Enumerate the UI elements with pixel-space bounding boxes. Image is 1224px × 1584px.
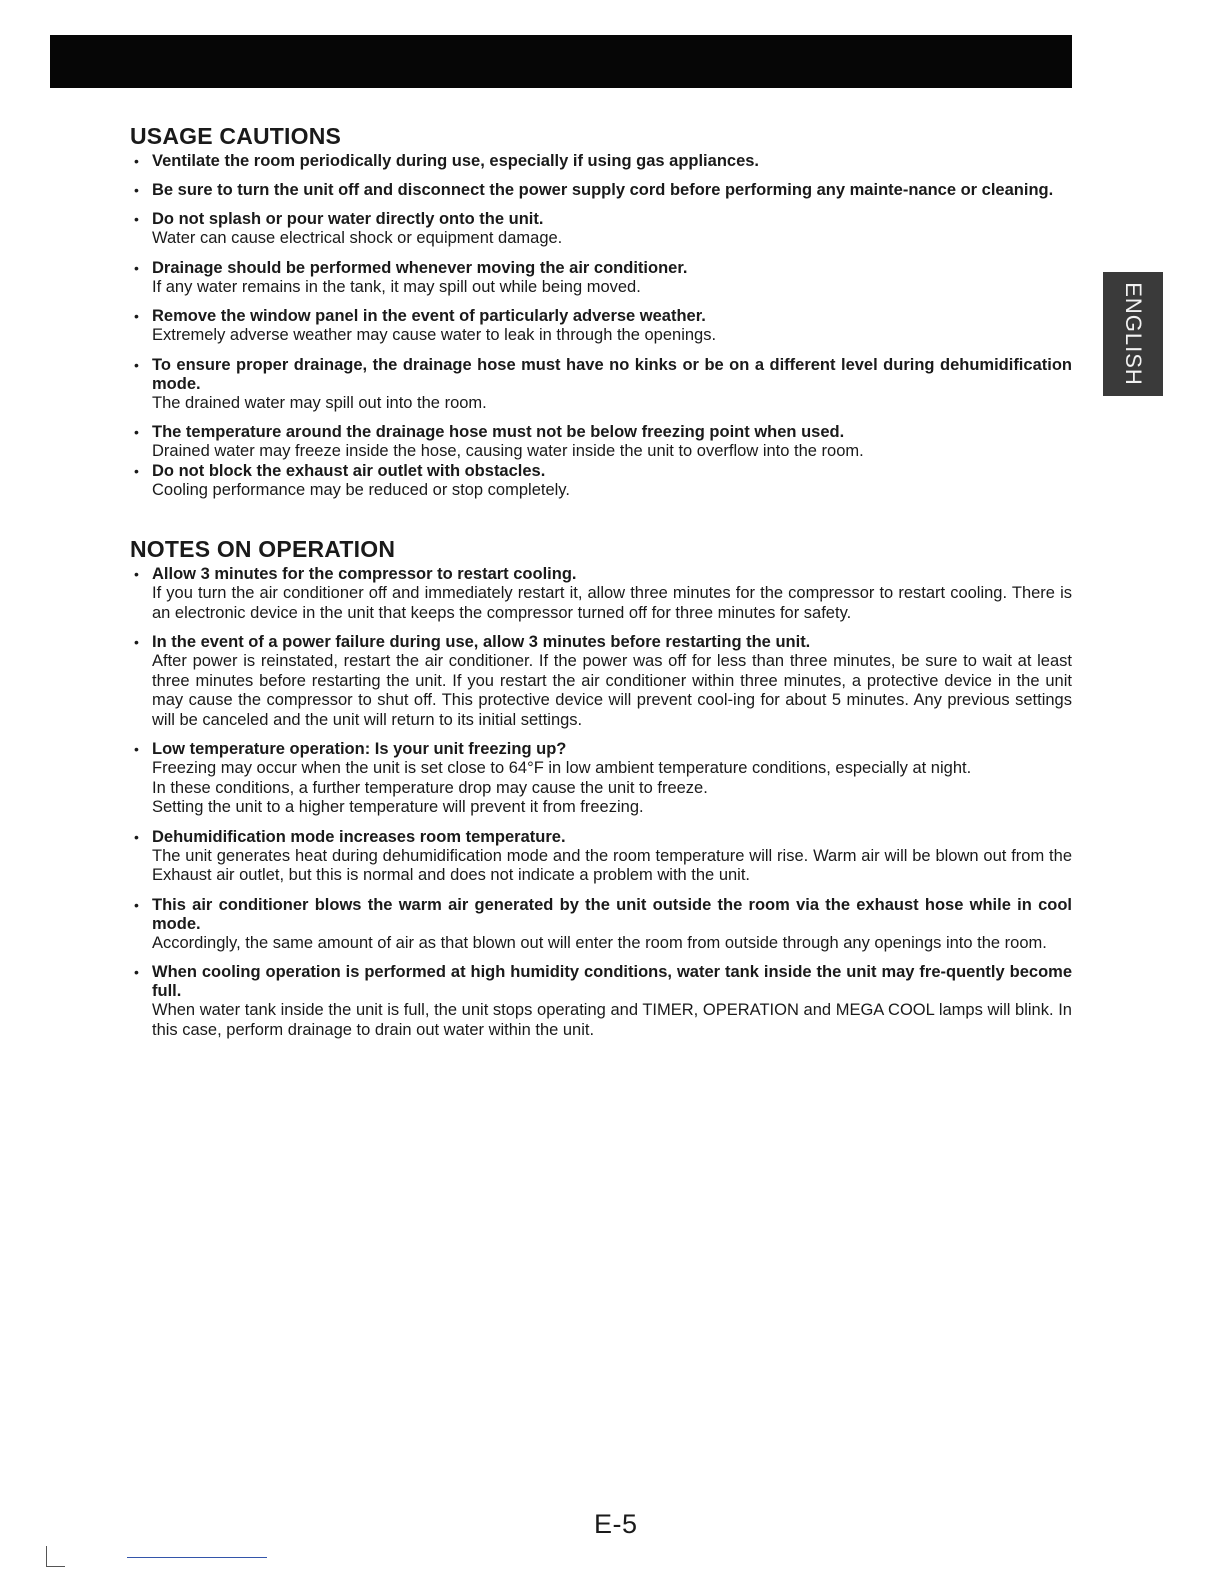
item-body: If you turn the air conditioner off and immediately restart it, allow three minutes for the compressor to restart cooling. There is an electronic device in the unit that keeps the compressor turned off for three minutes for safety. bbox=[152, 584, 1072, 622]
item-heading: This air conditioner blows the warm air generated by the unit outside the room via the exhaust hose while in cool mode. bbox=[152, 895, 1072, 933]
item-body: Cooling performance may be reduced or stop completely. bbox=[152, 480, 570, 499]
item-heading: In the event of a power failure during use, allow 3 minutes before restarting the unit. bbox=[152, 633, 811, 651]
item-heading: Be sure to turn the unit off and disconnect the power supply cord before performing any mainte-nance or cleaning. bbox=[152, 181, 1054, 199]
notes-on-operation-title: NOTES ON OPERATION bbox=[130, 536, 396, 562]
bullet-icon: • bbox=[134, 211, 139, 227]
item-body: Extremely adverse weather may cause water to leak in through the openings. bbox=[152, 326, 717, 344]
list-item bbox=[130, 565, 1072, 623]
language-tab bbox=[1103, 272, 1163, 396]
item-body: When water tank inside the unit is full, the unit stops operating and TIMER, OPERATION and MEGA COOL lamps will blink. In this case, perform drainage to drain out water within the unit. bbox=[152, 1001, 1072, 1039]
item-heading: When cooling operation is performed at high humidity conditions, water tank inside the unit may fre-quently become full. bbox=[152, 963, 1072, 1000]
bullet-icon: • bbox=[134, 828, 139, 845]
bullet-icon: • bbox=[134, 741, 139, 757]
list-item bbox=[130, 210, 1072, 249]
list-item bbox=[130, 259, 1072, 298]
item-body: If any water remains in the tank, it may spill out while being moved. bbox=[152, 277, 641, 296]
bullet-icon: • bbox=[134, 634, 139, 650]
bullet-icon: • bbox=[134, 964, 139, 980]
list-item bbox=[130, 356, 1072, 414]
item-body: The unit generates heat during dehumidification mode and the room temperature will rise. Warm air will be blown out from the Exhaust air outlet, but this is normal and does not indicate a problem with the unit. bbox=[152, 846, 1072, 884]
item-body: After power is reinstated, restart the air conditioner. If the power was off for less than three minutes, be sure to wait at least three minutes before restarting the unit. If you restart the air conditioner within three minutes, a protective device in the unit may cause the compressor to shut off. This protective device will prevent cool-ing for about 5 minutes. Any previous settings will be canceled and the unit will return to its initial settings. bbox=[152, 652, 1072, 729]
usage-cautions-list bbox=[130, 152, 1072, 500]
list-item bbox=[130, 423, 1072, 462]
item-body: Water can cause electrical shock or equipment damage. bbox=[152, 229, 563, 247]
item-heading: Do not splash or pour water directly onto the unit. bbox=[152, 210, 544, 228]
item-body: Setting the unit to a higher temperature will prevent it from freezing. bbox=[152, 798, 644, 816]
crop-mark bbox=[46, 1546, 65, 1567]
item-heading: To ensure proper drainage, the drainage hose must have no kinks or be on a different level during dehumidification mode. bbox=[152, 355, 1072, 393]
bullet-icon: • bbox=[134, 356, 139, 373]
item-body: Accordingly, the same amount of air as that blown out will enter the room from outside through any openings into the room. bbox=[152, 933, 1047, 952]
page-content bbox=[130, 122, 1072, 1040]
usage-cautions-section bbox=[130, 122, 1072, 500]
bullet-icon: • bbox=[134, 182, 139, 198]
bullet-icon: • bbox=[134, 308, 139, 324]
item-body: Drained water may freeze inside the hose, causing water inside the unit to overflow into the room. bbox=[152, 442, 864, 460]
item-heading: Dehumidification mode increases room temperature. bbox=[152, 827, 566, 846]
list-item bbox=[130, 181, 1072, 200]
bullet-icon: • bbox=[134, 259, 139, 276]
item-heading: Ventilate the room periodically during use, especially if using gas appliances. bbox=[152, 152, 760, 170]
item-heading: The temperature around the drainage hose must not be below freezing point when used. bbox=[152, 423, 845, 441]
list-item bbox=[130, 896, 1072, 954]
bullet-icon: • bbox=[134, 566, 139, 582]
item-heading: Low temperature operation: Is your unit freezing up? bbox=[152, 740, 567, 758]
item-heading: Do not block the exhaust air outlet with obstacles. bbox=[152, 461, 546, 480]
list-item bbox=[130, 828, 1072, 886]
list-item bbox=[130, 152, 1072, 171]
page-number: E-5 bbox=[594, 1509, 638, 1539]
list-item bbox=[130, 307, 1072, 346]
notes-on-operation-section bbox=[130, 535, 1072, 1040]
list-item bbox=[130, 633, 1072, 730]
item-body: In these conditions, a further temperature drop may cause the unit to freeze. bbox=[152, 778, 708, 797]
bullet-icon: • bbox=[134, 153, 139, 169]
footer-rule bbox=[127, 1557, 267, 1558]
usage-cautions-title: USAGE CAUTIONS bbox=[130, 123, 342, 149]
header-bar bbox=[50, 35, 1072, 88]
list-item bbox=[130, 963, 1072, 1040]
bullet-icon: • bbox=[134, 462, 139, 479]
item-heading: Allow 3 minutes for the compressor to restart cooling. bbox=[152, 565, 577, 583]
item-body: Freezing may occur when the unit is set close to 64°F in low ambient temperature conditions, especially at night. bbox=[152, 759, 972, 777]
item-body: The drained water may spill out into the room. bbox=[152, 393, 487, 412]
bullet-icon: • bbox=[134, 424, 139, 440]
list-item bbox=[130, 462, 1072, 501]
item-heading: Drainage should be performed whenever moving the air conditioner. bbox=[152, 258, 688, 277]
notes-on-operation-list bbox=[130, 565, 1072, 1040]
language-tab-label: ENGLISH bbox=[1121, 282, 1146, 386]
item-heading: Remove the window panel in the event of particularly adverse weather. bbox=[152, 307, 706, 325]
list-item bbox=[130, 740, 1072, 818]
bullet-icon: • bbox=[134, 896, 139, 913]
